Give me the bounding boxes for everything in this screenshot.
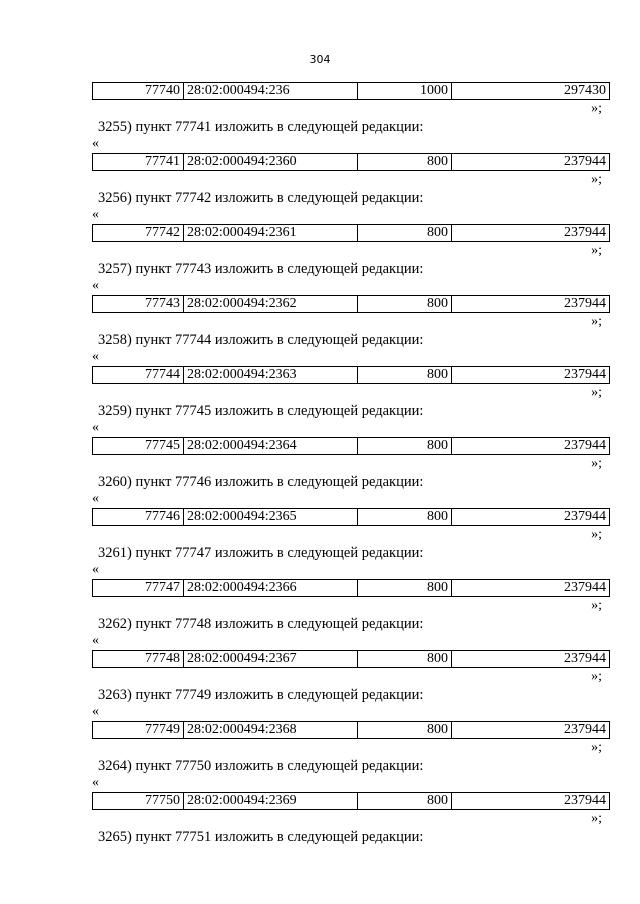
area-value: 800 xyxy=(358,225,452,242)
table-row xyxy=(92,579,610,597)
area-value: 800 xyxy=(358,580,452,597)
item-number: 77741 xyxy=(93,154,184,171)
amendment-instruction: 3259) пункт 77745 изложить в следующей редакции: xyxy=(98,403,424,419)
cost-value: 237944 xyxy=(452,225,610,242)
cadastral-number: 28:02:000494:2367 xyxy=(184,651,358,668)
opening-quote-mark: « xyxy=(92,704,99,719)
amendment-instruction: 3255) пункт 77741 изложить в следующей редакции: xyxy=(98,119,424,135)
area-value: 800 xyxy=(358,438,452,455)
item-number: 77749 xyxy=(93,722,184,739)
cost-value: 237944 xyxy=(452,509,610,526)
page-number: 304 xyxy=(309,53,331,66)
amendment-instruction: 3260) пункт 77746 изложить в следующей редакции: xyxy=(98,474,424,490)
closing-quote-mark: »; xyxy=(591,811,602,826)
amendment-instruction: 3262) пункт 77748 изложить в следующей редакции: xyxy=(98,616,424,632)
amendment-instruction: 3263) пункт 77749 изложить в следующей редакции: xyxy=(98,687,424,703)
closing-quote-mark: »; xyxy=(591,172,602,187)
closing-quote-mark: »; xyxy=(591,456,602,471)
cost-value: 237944 xyxy=(452,154,610,171)
area-value: 800 xyxy=(358,154,452,171)
opening-quote-mark: « xyxy=(92,207,99,222)
amendment-instruction: 3261) пункт 77747 изложить в следующей редакции: xyxy=(98,545,424,561)
opening-quote-mark: « xyxy=(92,775,99,790)
table-row xyxy=(92,224,610,242)
closing-quote-mark: »; xyxy=(591,598,602,613)
table-row xyxy=(92,792,610,810)
amendment-instruction: 3257) пункт 77743 изложить в следующей редакции: xyxy=(98,261,424,277)
cadastral-number: 28:02:000494:2365 xyxy=(184,509,358,526)
opening-quote-mark: « xyxy=(92,349,99,364)
area-value: 800 xyxy=(358,367,452,384)
cost-value: 237944 xyxy=(452,296,610,313)
cost-value: 297430 xyxy=(452,83,610,100)
item-number: 77744 xyxy=(93,367,184,384)
area-value: 800 xyxy=(358,509,452,526)
area-value: 800 xyxy=(358,651,452,668)
amendment-instruction: 3264) пункт 77750 изложить в следующей редакции: xyxy=(98,758,424,774)
item-number: 77742 xyxy=(93,225,184,242)
closing-quote-mark: »; xyxy=(591,669,602,684)
cadastral-number: 28:02:000494:2362 xyxy=(184,296,358,313)
table-row xyxy=(92,366,610,384)
cadastral-number: 28:02:000494:2366 xyxy=(184,580,358,597)
cost-value: 237944 xyxy=(452,367,610,384)
table-row xyxy=(92,295,610,313)
amendment-instruction: 3256) пункт 77742 изложить в следующей редакции: xyxy=(98,190,424,206)
item-number: 77748 xyxy=(93,651,184,668)
cost-value: 237944 xyxy=(452,580,610,597)
cadastral-number: 28:02:000494:2364 xyxy=(184,438,358,455)
table-row xyxy=(92,508,610,526)
cadastral-number: 28:02:000494:2363 xyxy=(184,367,358,384)
closing-quote-mark: »; xyxy=(591,527,602,542)
table-row xyxy=(92,437,610,455)
cadastral-number: 28:02:000494:2368 xyxy=(184,722,358,739)
item-number: 77746 xyxy=(93,509,184,526)
closing-quote-mark: »; xyxy=(591,101,602,116)
opening-quote-mark: « xyxy=(92,633,99,648)
opening-quote-mark: « xyxy=(92,491,99,506)
item-number: 77747 xyxy=(93,580,184,597)
amendment-instruction: 3258) пункт 77744 изложить в следующей редакции: xyxy=(98,332,424,348)
closing-quote-mark: »; xyxy=(591,740,602,755)
table-row xyxy=(92,153,610,171)
cadastral-number: 28:02:000494:2361 xyxy=(184,225,358,242)
table-row xyxy=(92,650,610,668)
cost-value: 237944 xyxy=(452,438,610,455)
cost-value: 237944 xyxy=(452,651,610,668)
item-number: 77750 xyxy=(93,793,184,810)
cadastral-number: 28:02:000494:2360 xyxy=(184,154,358,171)
item-number: 77745 xyxy=(93,438,184,455)
cadastral-number: 28:02:000494:236 xyxy=(184,83,358,100)
opening-quote-mark: « xyxy=(92,562,99,577)
cadastral-number: 28:02:000494:2369 xyxy=(184,793,358,810)
amendment-instruction: 3265) пункт 77751 изложить в следующей редакции: xyxy=(98,829,424,845)
opening-quote-mark: « xyxy=(92,136,99,151)
area-value: 800 xyxy=(358,296,452,313)
area-value: 1000 xyxy=(358,83,452,100)
table-row xyxy=(92,721,610,739)
closing-quote-mark: »; xyxy=(591,314,602,329)
item-number: 77740 xyxy=(93,83,184,100)
document-body xyxy=(92,82,610,847)
area-value: 800 xyxy=(358,722,452,739)
cost-value: 237944 xyxy=(452,793,610,810)
area-value: 800 xyxy=(358,793,452,810)
item-number: 77743 xyxy=(93,296,184,313)
closing-quote-mark: »; xyxy=(591,385,602,400)
table-row-first xyxy=(92,82,610,100)
opening-quote-mark: « xyxy=(92,420,99,435)
cost-value: 237944 xyxy=(452,722,610,739)
opening-quote-mark: « xyxy=(92,278,99,293)
closing-quote-mark: »; xyxy=(591,243,602,258)
